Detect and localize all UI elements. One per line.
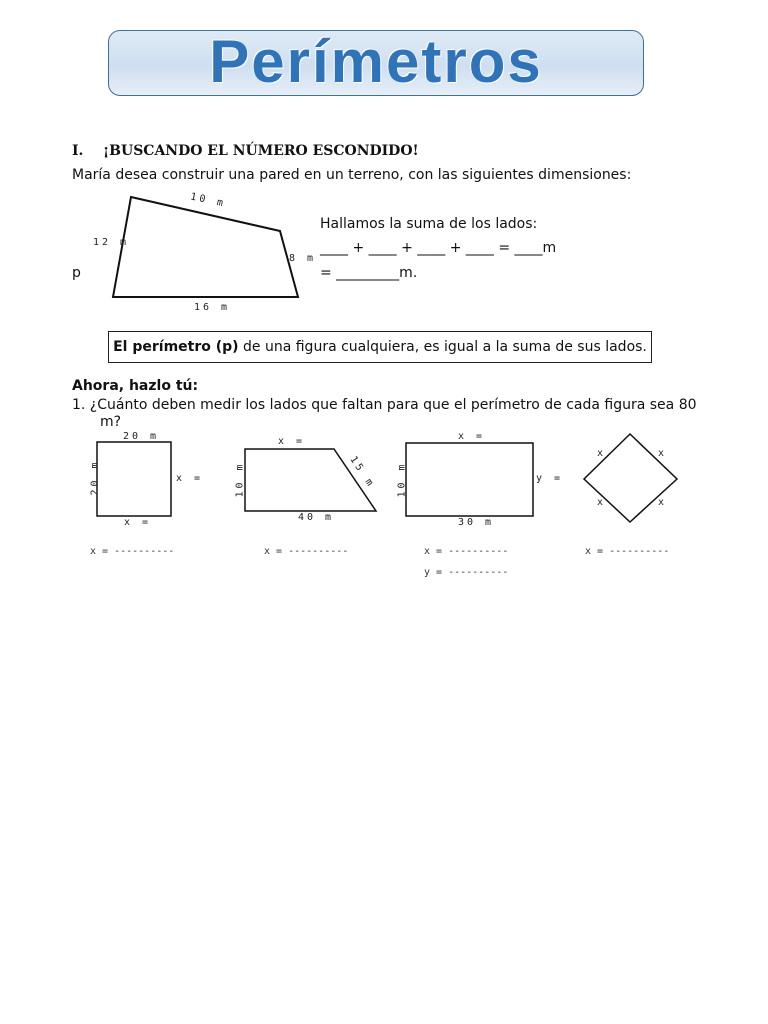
section-heading: ¡BUSCANDO EL NÚMERO ESCONDIDO! bbox=[103, 143, 419, 159]
rectangle-left-label: 10 m bbox=[396, 461, 408, 498]
square-top-label: 20 m bbox=[123, 431, 160, 442]
rectangle-bottom-label: 30 m bbox=[458, 517, 495, 528]
rectangle-answer-y: y = ---------- bbox=[424, 567, 509, 578]
rectangle-top-label: x = bbox=[458, 431, 486, 442]
trapezoid-slant-label: 15 m bbox=[347, 454, 377, 491]
trapezoid-top-label: x = bbox=[278, 436, 306, 447]
trapezoid-answer: x = ---------- bbox=[264, 546, 349, 557]
rectangle-shape bbox=[406, 443, 533, 516]
trapezoid-left-label: 10 m bbox=[234, 461, 246, 498]
sum-line-2: = _________m. bbox=[320, 265, 418, 281]
exercise-heading: Ahora, hazlo tú: bbox=[72, 378, 199, 394]
rectangle-right-label: y = bbox=[536, 473, 564, 484]
square-answer: x = ---------- bbox=[90, 546, 175, 557]
rhombus-bottom-right-label: x bbox=[658, 497, 668, 508]
page-title: Perímetros bbox=[209, 28, 543, 95]
rhombus-answer: x = ---------- bbox=[585, 546, 670, 557]
sum-title: Hallamos la suma de los lados: bbox=[320, 216, 538, 232]
definition-bold: El perímetro (p) bbox=[113, 339, 239, 355]
figure1-top-label: 10 m bbox=[189, 191, 227, 210]
rhombus-top-right-label: x bbox=[658, 448, 668, 459]
rectangle-answer-x: x = ---------- bbox=[424, 546, 509, 557]
rhombus-bottom-left-label: x bbox=[597, 497, 607, 508]
square-left-label: 20 m bbox=[89, 459, 101, 496]
question-line-1: 1. ¿Cuánto deben medir los lados que faltan para que el perímetro de cada figura sea 80 bbox=[72, 397, 697, 413]
figure1-right-label: 8 m bbox=[289, 253, 317, 264]
figure1-left-label: 12 m bbox=[93, 237, 130, 248]
question-line-2: m? bbox=[100, 414, 122, 430]
figure1-bottom-label: 16 m bbox=[194, 302, 231, 313]
side-marker-p: p bbox=[72, 265, 81, 281]
square-shape bbox=[97, 442, 171, 516]
section-number: I. bbox=[72, 143, 84, 159]
square-right-label: x = bbox=[176, 473, 204, 484]
sum-line-1: ____ + ____ + ____ + ____ = ____m bbox=[320, 240, 557, 256]
definition-rest: de una figura cualquiera, es igual a la suma de sus lados. bbox=[238, 339, 647, 355]
trapezoid-bottom-label: 40 m bbox=[298, 512, 335, 523]
rhombus-top-left-label: x bbox=[597, 448, 607, 459]
square-bottom-label: x = bbox=[124, 517, 152, 528]
intro-text: María desea construir una pared en un terreno, con las siguientes dimensiones: bbox=[72, 167, 632, 183]
